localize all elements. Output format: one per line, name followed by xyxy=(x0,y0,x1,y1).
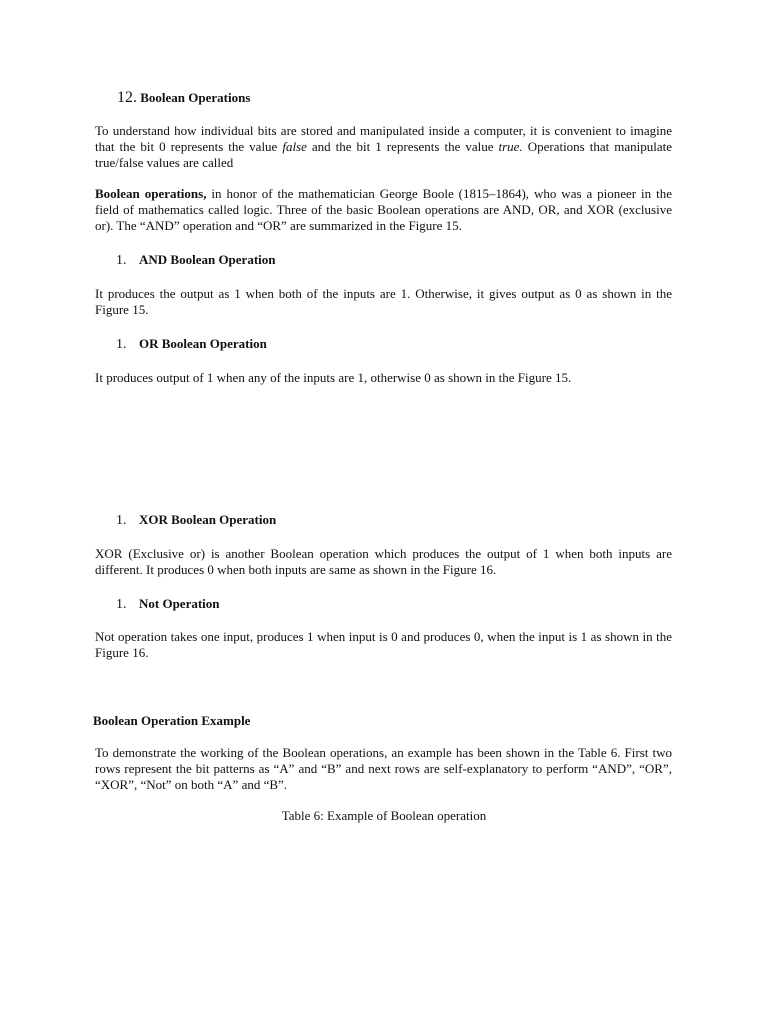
example-paragraph: To demonstrate the working of the Boolean operations, an example has been shown in the Table 6. First two rows represent the bit patterns as “A” and “B” and next rows are self-explanatory to perform “AND”, “OR”, “XOR”, “Not” on both “A” and “B”. xyxy=(95,745,672,792)
and-number: 1. xyxy=(116,253,127,268)
intro-text-1: To understand how individual bits are stored and manipulated inside a computer, it is convenient to imagine that the bit 0 represents the value xyxy=(95,123,672,154)
xor-title: XOR Boolean Operation xyxy=(139,512,277,527)
xor-number: 1. xyxy=(116,513,127,528)
intro-text-3: Operations that manipulate true/false values are called xyxy=(95,139,672,170)
example-heading: Boolean Operation Example xyxy=(93,713,251,728)
intro-true-word: true. xyxy=(498,139,523,154)
not-paragraph: Not operation takes one input, produces 1 when input is 0 and produces 0, when the input is 1 as shown in the Figure 16. xyxy=(95,629,672,660)
and-paragraph: It produces the output as 1 when both of the inputs are 1. Otherwise, it gives output as 0 as shown in the Figure 15. xyxy=(95,286,672,317)
intro-text-2: and the bit 1 represents the value xyxy=(306,139,499,154)
intro-false-word: false xyxy=(282,139,307,154)
or-title: OR Boolean Operation xyxy=(139,336,267,351)
or-heading xyxy=(116,336,267,353)
and-heading xyxy=(116,252,276,269)
section-number: 12. xyxy=(117,89,137,106)
xor-heading xyxy=(116,512,276,529)
boolean-operations-text: in honor of the mathematician George Boole (1815–1864), who was a pioneer in the field of mathematics called logic. Three of the basic Boolean operations are AND, OR, and XOR (exclusive or). The “AND” operation and “OR” are summarized in the Figure 15. xyxy=(95,186,672,233)
table-caption: Table 6: Example of Boolean operation xyxy=(281,808,487,823)
section-title: Boolean Operations xyxy=(140,90,251,105)
and-title: AND Boolean Operation xyxy=(139,252,276,267)
or-paragraph: It produces output of 1 when any of the inputs are 1, otherwise 0 as shown in the Figure 15. xyxy=(95,370,572,385)
not-number: 1. xyxy=(116,597,127,612)
not-heading xyxy=(116,596,220,613)
not-title: Not Operation xyxy=(139,596,220,611)
or-number: 1. xyxy=(116,337,127,352)
boolean-operations-paragraph xyxy=(95,186,672,234)
xor-paragraph: XOR (Exclusive or) is another Boolean operation which produces the output of 1 when both inputs are different. It produces 0 when both inputs are same as shown in the Figure 16. xyxy=(95,546,672,577)
section-heading xyxy=(117,90,250,106)
boolean-operations-lead: Boolean operations, xyxy=(95,186,207,201)
intro-paragraph xyxy=(95,123,672,171)
